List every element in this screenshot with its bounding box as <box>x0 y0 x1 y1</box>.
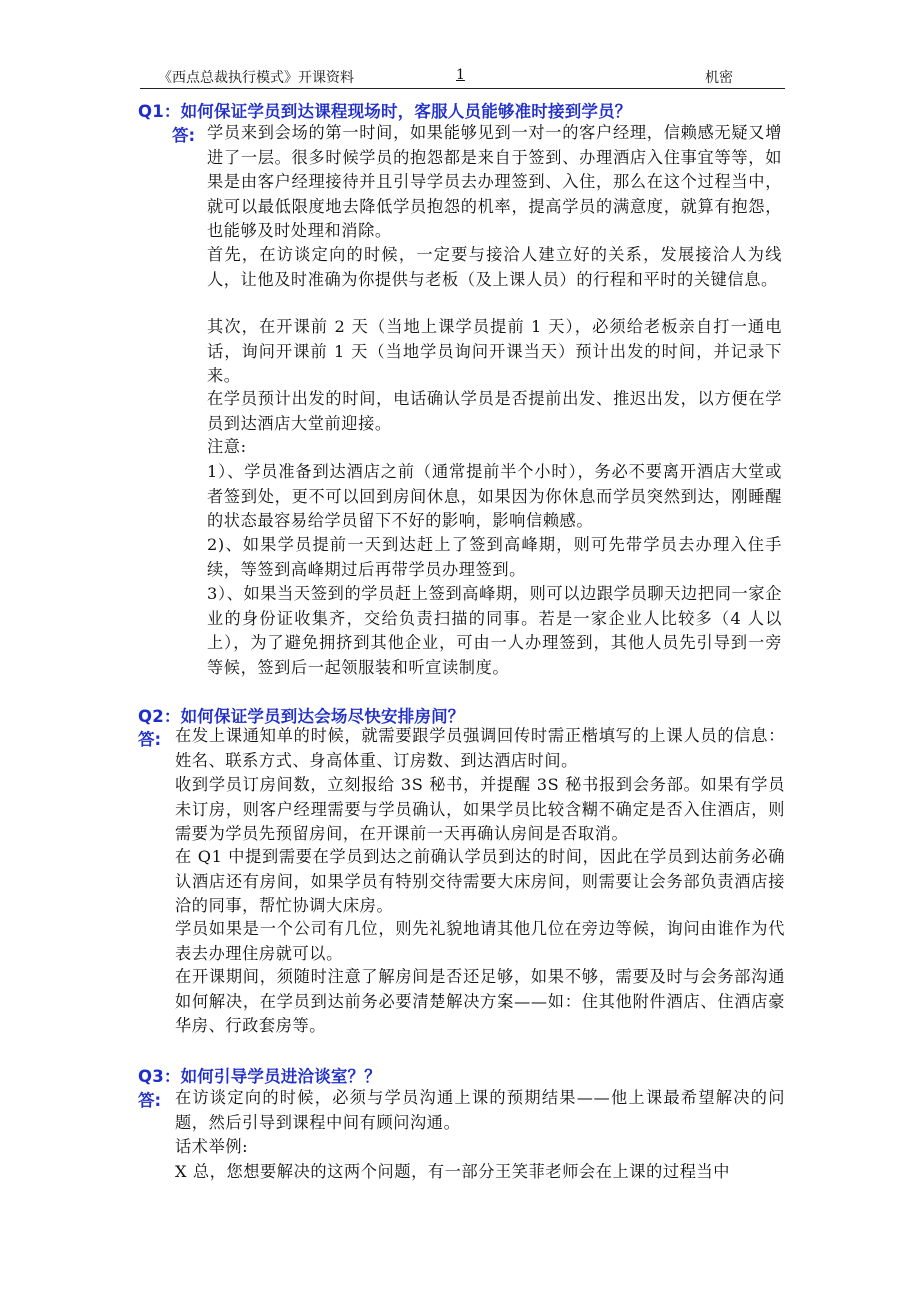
q3-question: Q3：如何引导学员进洽谈室？？ <box>138 1067 382 1086</box>
q1-paragraph: 其次，在开课前 2 天（当地上课学员提前 1 天），必须给老板亲自打一通电话，询问开课前 1 天（当地学员询问开课当天）预计出发的时间，并记录下来。 <box>207 317 782 386</box>
q2-paragraph: 收到学员订房间数，立刻报给 3S 秘书，并提醒 3S 秘书报到会务部。如果有学员未订房，则客户经理需要与学员确认，如果学员比较含糊不确定是否入住酒店，则需要为学员先预留房间，在开课前一天再确认房间是否取消。 <box>175 775 785 844</box>
q1-question: Q1：如何保证学员到达课程现场时，客服人员能够准时接到学员？ <box>138 102 632 121</box>
q2-paragraph: 在 Q1 中提到需要在学员到达之前确认学员到达的时间，因此在学员到达前务必确认酒店还有房间，如果学员有特别交待需要大床房间，则需要让会务部负责酒店接洽的同事，帮忙协调大床房。 <box>175 847 785 916</box>
q3-example-label: 话术举例: <box>175 1137 249 1156</box>
q1-paragraph: 学员来到会场的第一时间，如果能够见到一对一的客户经理，信赖感无疑又增进了一层。很多时候学员的抱怨都是来自于签到、办理酒店入住事宜等等，如果是由客户经理接待并且引导学员去办理签到、入住，那么在这个过程当中，就可以最低限度地去降低学员抱怨的机率，提高学员的满意度，就算有抱怨，也能够及时处理和消除。 <box>207 123 782 241</box>
q1-note-item: 2)、如果学员提前一天到达赶上了签到高峰期，则可先带学员去办理入住手续，等签到高峰期过后再带学员办理签到。 <box>207 535 782 579</box>
q2-answer-label: 答: <box>138 730 162 749</box>
q3-paragraph: 在访谈定向的时候，必须与学员沟通上课的预期结果——他上课最希望解决的问题，然后引导到课程中间有顾问沟通。 <box>175 1088 785 1132</box>
header-confidential-label: 机密 <box>705 70 733 86</box>
q2-paragraph: 在开课期间，须随时注意了解房间是否还足够，如果不够，需要及时与会务部沟通如何解决，在学员到达前务必要清楚解决方案——如：住其他附件酒店、住酒店豪华房、行政套房等。 <box>175 967 785 1036</box>
q1-note-label: 注意: <box>207 437 247 456</box>
q1-note-item: 1）、学员准备到达酒店之前（通常提前半个小时），务必不要离开酒店大堂或者签到处，更不可以回到房间休息，如果因为你休息而学员突然到达，刚睡醒的状态最容易给学员留下不好的影响，影响信赖感。 <box>207 462 782 531</box>
page-header <box>140 64 785 89</box>
header-page-number: 1 <box>456 67 465 83</box>
q1-note-item: 3）、如果当天签到的学员赶上签到高峰期，则可以边跟学员聊天边把同一家企业的身份证收集齐，交给负责扫描的同事。若是一家企业人比较多（4 人以上），为了避免拥挤到其他企业，可由一人办理签到，其他人员先引导到一旁等候，签到后一起领服装和听宣读制度。 <box>207 584 782 677</box>
q2-question: Q2：如何保证学员到达会场尽快安排房间？ <box>138 707 465 726</box>
q1-paragraph: 在学员预计出发的时间，电话确认学员是否提前出发、推迟出发，以方便在学员到达酒店大堂前迎接。 <box>207 389 782 433</box>
q2-paragraph: 学员如果是一个公司有几位，则先礼貌地请其他几位在旁边等候，询问由谁作为代表去办理住房就可以。 <box>175 919 785 963</box>
q3-answer-label: 答: <box>138 1091 162 1110</box>
q1-paragraph: 首先，在访谈定向的时候，一定要与接洽人建立好的关系，发展接洽人为线人，让他及时准确为你提供与老板（及上课人员）的行程和平时的关键信息。 <box>207 245 782 289</box>
header-doc-title: 《西点总裁执行模式》开课资料 <box>158 70 354 86</box>
q3-example-text: X 总，您想要解决的这两个问题，有一部分王笑菲老师会在上课的过程当中 <box>175 1162 731 1181</box>
q1-answer-label: 答: <box>172 126 196 145</box>
q2-paragraph: 在发上课通知单的时候，就需要跟学员强调回传时需正楷填写的上课人员的信息：姓名、联系方式、身高体重、订房数、到达酒店时间。 <box>175 726 785 770</box>
